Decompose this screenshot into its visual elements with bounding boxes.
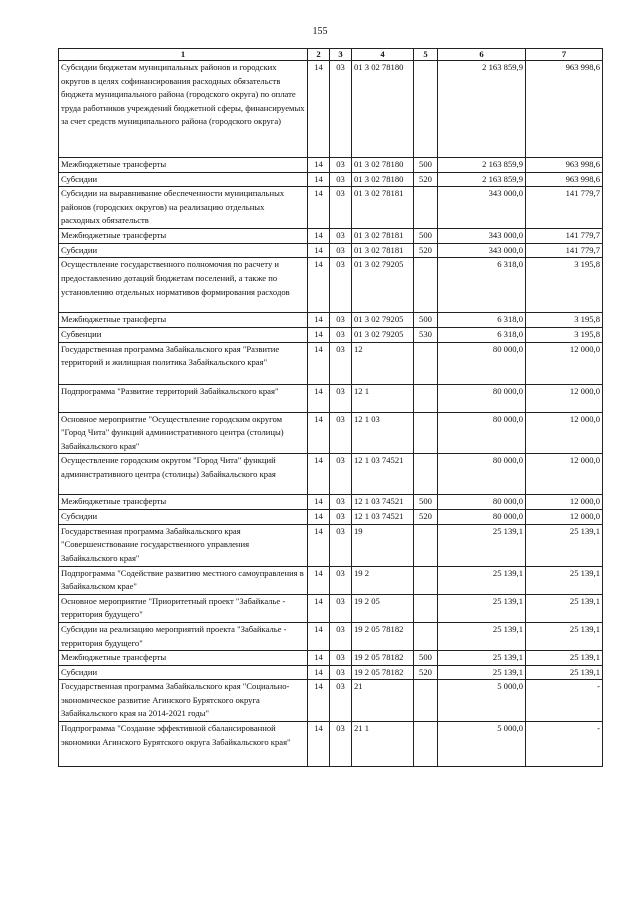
cell-subsection: 03 (330, 229, 352, 244)
cell-subsection: 03 (330, 524, 352, 566)
cell-amount-plan: 2 163 859,9 (438, 61, 526, 158)
cell-section: 14 (308, 243, 330, 258)
cell-amount-actual: 3 195,8 (526, 327, 603, 342)
cell-section: 14 (308, 187, 330, 229)
cell-name: Субвенции (59, 327, 308, 342)
cell-name: Государственная программа Забайкальского края "Социально-экономическое развитие Агинского Бурятского округа Забайкальского края на 2014-2021 годы" (59, 680, 308, 722)
cell-target-article: 01 3 02 79205 (352, 313, 414, 328)
cell-section: 14 (308, 622, 330, 650)
cell-name: Подпрограмма "Развитие территорий Забайкальского края" (59, 384, 308, 412)
cell-target-article: 12 1 03 74521 (352, 495, 414, 510)
cell-amount-actual: 12 000,0 (526, 495, 603, 510)
table-row (59, 412, 603, 454)
cell-target-article: 01 3 02 78180 (352, 172, 414, 187)
cell-subsection: 03 (330, 313, 352, 328)
table-body (59, 61, 603, 767)
cell-subsection: 03 (330, 566, 352, 594)
cell-target-article: 01 3 02 79205 (352, 327, 414, 342)
cell-section: 14 (308, 524, 330, 566)
table-row (59, 229, 603, 244)
cell-subsection: 03 (330, 187, 352, 229)
cell-subsection: 03 (330, 495, 352, 510)
cell-section: 14 (308, 384, 330, 412)
cell-amount-plan: 2 163 859,9 (438, 172, 526, 187)
cell-subsection: 03 (330, 342, 352, 384)
cell-target-article: 01 3 02 78180 (352, 61, 414, 158)
cell-subsection: 03 (330, 509, 352, 524)
cell-expense-type: 520 (414, 172, 438, 187)
cell-amount-plan: 25 139,1 (438, 622, 526, 650)
cell-target-article: 12 (352, 342, 414, 384)
cell-amount-plan: 25 139,1 (438, 524, 526, 566)
cell-amount-actual: 3 195,8 (526, 258, 603, 313)
cell-target-article: 21 1 (352, 722, 414, 767)
cell-amount-plan: 343 000,0 (438, 243, 526, 258)
table-row (59, 342, 603, 384)
cell-amount-actual: - (526, 722, 603, 767)
table-row (59, 172, 603, 187)
cell-section: 14 (308, 651, 330, 666)
table-row (59, 495, 603, 510)
cell-subsection: 03 (330, 327, 352, 342)
cell-section: 14 (308, 680, 330, 722)
cell-expense-type: 500 (414, 313, 438, 328)
cell-name: Государственная программа Забайкальского края "Развитие территорий и жилищная политика Забайкальского края" (59, 342, 308, 384)
cell-expense-type: 530 (414, 327, 438, 342)
table-header-row (59, 49, 603, 61)
cell-expense-type: 500 (414, 229, 438, 244)
cell-amount-actual: 25 139,1 (526, 651, 603, 666)
table-row (59, 384, 603, 412)
cell-target-article: 19 2 05 78182 (352, 622, 414, 650)
cell-target-article: 01 3 02 78181 (352, 187, 414, 229)
cell-name: Субсидии (59, 665, 308, 680)
cell-target-article: 19 2 05 78182 (352, 651, 414, 666)
cell-name: Межбюджетные трансферты (59, 229, 308, 244)
table-row (59, 665, 603, 680)
cell-section: 14 (308, 509, 330, 524)
cell-subsection: 03 (330, 61, 352, 158)
cell-amount-plan: 25 139,1 (438, 566, 526, 594)
table-row (59, 258, 603, 313)
cell-target-article: 12 1 03 (352, 412, 414, 454)
cell-target-article: 19 (352, 524, 414, 566)
cell-name: Подпрограмма "Содействие развитию местного самоуправления в Забайкальском крае" (59, 566, 308, 594)
cell-subsection: 03 (330, 665, 352, 680)
cell-section: 14 (308, 722, 330, 767)
cell-section: 14 (308, 594, 330, 622)
table-row (59, 327, 603, 342)
cell-expense-type (414, 342, 438, 384)
cell-amount-plan: 5 000,0 (438, 722, 526, 767)
cell-expense-type (414, 454, 438, 495)
cell-amount-plan: 80 000,0 (438, 412, 526, 454)
col-header-6: 6 (438, 49, 526, 61)
cell-section: 14 (308, 229, 330, 244)
cell-amount-actual: 12 000,0 (526, 509, 603, 524)
cell-name: Субсидии (59, 243, 308, 258)
cell-target-article: 12 1 03 74521 (352, 509, 414, 524)
cell-name: Подпрограмма "Создание эффективной сбалансированной экономики Агинского Бурятского округа Забайкальского края" (59, 722, 308, 767)
cell-section: 14 (308, 61, 330, 158)
table-row (59, 187, 603, 229)
cell-target-article: 12 1 (352, 384, 414, 412)
cell-subsection: 03 (330, 651, 352, 666)
cell-expense-type: 520 (414, 509, 438, 524)
cell-subsection: 03 (330, 722, 352, 767)
table-row (59, 243, 603, 258)
table-row (59, 524, 603, 566)
table-row (59, 651, 603, 666)
cell-amount-plan: 5 000,0 (438, 680, 526, 722)
cell-subsection: 03 (330, 158, 352, 173)
cell-amount-actual: 141 779,7 (526, 243, 603, 258)
cell-amount-actual: 25 139,1 (526, 566, 603, 594)
cell-expense-type: 500 (414, 495, 438, 510)
cell-amount-actual: 963 998,6 (526, 172, 603, 187)
cell-target-article: 01 3 02 78180 (352, 158, 414, 173)
col-header-2: 2 (308, 49, 330, 61)
cell-name: Субсидии (59, 509, 308, 524)
col-header-1: 1 (59, 49, 308, 61)
cell-expense-type (414, 594, 438, 622)
cell-amount-actual: 963 998,6 (526, 158, 603, 173)
cell-expense-type (414, 524, 438, 566)
cell-amount-plan: 80 000,0 (438, 384, 526, 412)
cell-expense-type (414, 258, 438, 313)
table-row (59, 594, 603, 622)
cell-expense-type (414, 722, 438, 767)
cell-name: Субсидии бюджетам муниципальных районов и городских округов в целях софинансирования расходных обязательств бюджета муниципального района (городского округа) по оплате труда работников учреждений бюджетной сферы, финансируемых за счет средств муниципального района (городского округа) (59, 61, 308, 158)
cell-expense-type: 500 (414, 651, 438, 666)
cell-amount-plan: 80 000,0 (438, 342, 526, 384)
cell-name: Межбюджетные трансферты (59, 313, 308, 328)
cell-name: Межбюджетные трансферты (59, 651, 308, 666)
cell-expense-type: 520 (414, 665, 438, 680)
cell-amount-actual: 963 998,6 (526, 61, 603, 158)
col-header-7: 7 (526, 49, 603, 61)
cell-name: Субсидии на реализацию мероприятий проекта "Забайкалье - территория будущего" (59, 622, 308, 650)
table-row (59, 680, 603, 722)
cell-amount-actual: 141 779,7 (526, 187, 603, 229)
cell-target-article: 19 2 (352, 566, 414, 594)
cell-name: Осуществление городским округом "Город Чита" функций административного центра (столицы) Забайкальского края (59, 454, 308, 495)
col-header-3: 3 (330, 49, 352, 61)
cell-amount-actual: 25 139,1 (526, 524, 603, 566)
cell-name: Субсидии на выравнивание обеспеченности муниципальных районов (городских округов) на реализацию отдельных расходных обязательств (59, 187, 308, 229)
cell-amount-plan: 6 318,0 (438, 258, 526, 313)
cell-amount-plan: 25 139,1 (438, 665, 526, 680)
cell-section: 14 (308, 342, 330, 384)
cell-expense-type: 520 (414, 243, 438, 258)
table-row (59, 313, 603, 328)
cell-section: 14 (308, 495, 330, 510)
cell-amount-actual: 12 000,0 (526, 342, 603, 384)
cell-target-article: 21 (352, 680, 414, 722)
page-number: 155 (312, 26, 328, 37)
cell-amount-actual: 3 195,8 (526, 313, 603, 328)
cell-expense-type (414, 680, 438, 722)
table-row (59, 622, 603, 650)
table-row (59, 509, 603, 524)
col-header-5: 5 (414, 49, 438, 61)
cell-section: 14 (308, 313, 330, 328)
cell-subsection: 03 (330, 243, 352, 258)
cell-amount-plan: 25 139,1 (438, 594, 526, 622)
cell-name: Субсидии (59, 172, 308, 187)
cell-amount-plan: 25 139,1 (438, 651, 526, 666)
cell-amount-actual: 141 779,7 (526, 229, 603, 244)
cell-expense-type (414, 622, 438, 650)
cell-subsection: 03 (330, 594, 352, 622)
cell-subsection: 03 (330, 384, 352, 412)
cell-section: 14 (308, 172, 330, 187)
table-row (59, 722, 603, 767)
cell-target-article: 12 1 03 74521 (352, 454, 414, 495)
cell-target-article: 19 2 05 78182 (352, 665, 414, 680)
cell-section: 14 (308, 665, 330, 680)
cell-amount-actual: 12 000,0 (526, 384, 603, 412)
cell-expense-type (414, 412, 438, 454)
col-header-4: 4 (352, 49, 414, 61)
cell-expense-type (414, 566, 438, 594)
cell-amount-plan: 80 000,0 (438, 509, 526, 524)
cell-expense-type (414, 187, 438, 229)
cell-expense-type: 500 (414, 158, 438, 173)
cell-amount-plan: 6 318,0 (438, 313, 526, 328)
cell-amount-actual: 12 000,0 (526, 454, 603, 495)
table-row (59, 158, 603, 173)
cell-name: Межбюджетные трансферты (59, 158, 308, 173)
cell-subsection: 03 (330, 622, 352, 650)
cell-section: 14 (308, 258, 330, 313)
cell-expense-type (414, 61, 438, 158)
cell-target-article: 01 3 02 78181 (352, 229, 414, 244)
cell-section: 14 (308, 327, 330, 342)
cell-amount-plan: 80 000,0 (438, 454, 526, 495)
cell-subsection: 03 (330, 454, 352, 495)
cell-section: 14 (308, 566, 330, 594)
cell-subsection: 03 (330, 412, 352, 454)
cell-name: Государственная программа Забайкальского края "Совершенствование государственного управления Забайкальского края" (59, 524, 308, 566)
cell-amount-actual: 25 139,1 (526, 665, 603, 680)
cell-amount-actual: - (526, 680, 603, 722)
budget-table (58, 48, 603, 767)
cell-name: Осуществление государственного полномочия по расчету и предоставлению дотаций бюджетам поселений, а также по установлению отдельных нормативов формирования расходов (59, 258, 308, 313)
cell-target-article: 01 3 02 79205 (352, 258, 414, 313)
cell-amount-actual: 25 139,1 (526, 594, 603, 622)
cell-subsection: 03 (330, 258, 352, 313)
cell-amount-plan: 80 000,0 (438, 495, 526, 510)
table-row (59, 566, 603, 594)
cell-amount-actual: 12 000,0 (526, 412, 603, 454)
table-row (59, 454, 603, 495)
cell-target-article: 19 2 05 (352, 594, 414, 622)
cell-section: 14 (308, 412, 330, 454)
cell-amount-plan: 2 163 859,9 (438, 158, 526, 173)
cell-subsection: 03 (330, 680, 352, 722)
cell-target-article: 01 3 02 78181 (352, 243, 414, 258)
cell-amount-actual: 25 139,1 (526, 622, 603, 650)
cell-section: 14 (308, 158, 330, 173)
cell-name: Межбюджетные трансферты (59, 495, 308, 510)
cell-amount-plan: 6 318,0 (438, 327, 526, 342)
cell-name: Основное мероприятие "Осуществление городским округом "Город Чита" функций административного центра (столицы) Забайкальского края" (59, 412, 308, 454)
cell-expense-type (414, 384, 438, 412)
cell-amount-plan: 343 000,0 (438, 187, 526, 229)
cell-section: 14 (308, 454, 330, 495)
cell-amount-plan: 343 000,0 (438, 229, 526, 244)
cell-name: Основное мероприятие "Приоритетный проект "Забайкалье - территория будущего" (59, 594, 308, 622)
cell-subsection: 03 (330, 172, 352, 187)
table-row (59, 61, 603, 158)
